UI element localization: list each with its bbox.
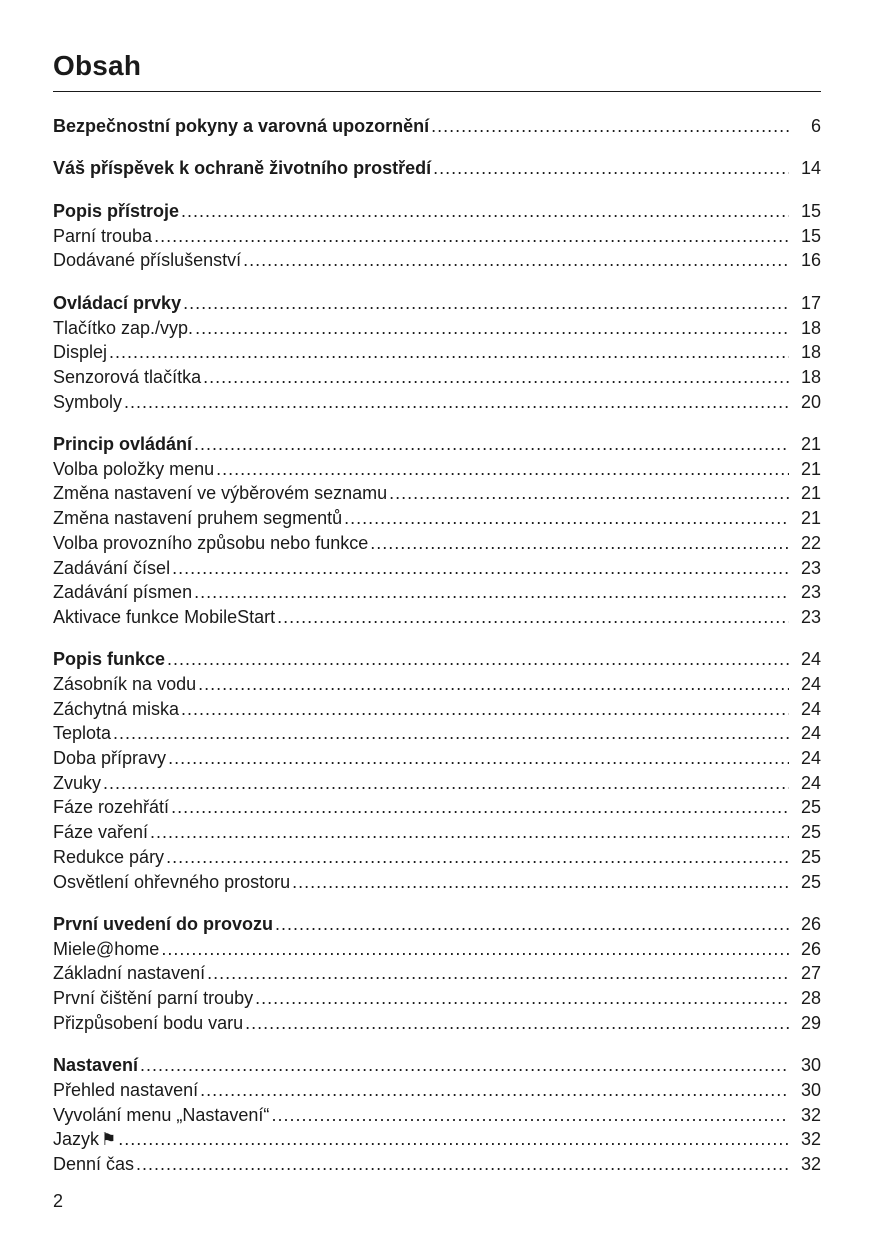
toc-leader-dots [389,481,789,506]
toc-entry-label: Popis přístroje [53,200,180,221]
toc-section [53,114,821,139]
toc-leader-dots [154,224,789,249]
toc-page-number: 29 [800,1012,821,1033]
toc-page-number: 25 [800,846,821,867]
toc-page-number: 14 [800,158,821,179]
toc-entry-label: Denní čas [53,1154,135,1175]
toc-page-number: 30 [800,1079,821,1100]
toc-entry[interactable] [53,580,821,605]
toc-entry[interactable] [53,746,821,771]
toc-page-number: 20 [800,391,821,412]
toc-leader-dots [181,697,789,722]
toc-entry-label: Přehled nastavení [53,1079,199,1100]
toc-section [53,647,821,894]
toc-entry-label: Bezpečnostní pokyny a varovná upozornění [53,116,430,136]
toc-page-number: 24 [800,674,821,695]
toc-section [53,291,821,414]
toc-entry-label: Změna nastavení ve výběrovém seznamu [53,483,388,504]
toc-leader-dots [200,1078,789,1103]
toc-leader-dots [198,672,789,697]
title-divider [53,91,821,92]
toc-leader-dots [118,1127,789,1152]
toc-heading-entry[interactable] [53,199,821,224]
toc-entry[interactable] [53,1078,821,1103]
toc-leader-dots [167,647,789,672]
toc-leader-dots [194,580,789,605]
toc-page-number: 28 [800,988,821,1009]
toc-page-number: 15 [800,225,821,246]
toc-heading-entry[interactable] [53,1053,821,1078]
toc-entry-label: První uvedení do provozu [53,914,274,935]
toc-heading-entry[interactable] [53,291,821,316]
toc-entry-label: Základní nastavení [53,963,206,984]
toc-entry[interactable] [53,697,821,722]
toc-leader-dots [195,316,789,341]
toc-section [53,199,821,273]
toc-entry-label: Zásobník na vodu [53,674,197,695]
toc-page-number: 23 [800,582,821,603]
toc-page-number: 27 [800,963,821,984]
toc-entry[interactable] [53,961,821,986]
toc-leader-dots [433,156,789,181]
toc-entry[interactable] [53,531,821,556]
toc-entry-label: Aktivace funkce MobileStart [53,606,276,627]
toc-leader-dots [109,340,789,365]
page-title: Obsah [53,50,142,81]
toc-entry-label: Nastavení [53,1055,139,1076]
toc-entry-label: Vyvolání menu „Nastavení“ [53,1104,270,1125]
toc-entry-label: Displej [53,342,108,363]
toc-entry[interactable] [53,340,821,365]
toc-entry[interactable] [53,1011,821,1036]
toc-section [53,912,821,1035]
toc-entry-label: Zvuky [53,772,102,793]
toc-entry-label: Volba položky menu [53,458,215,479]
toc-entry-label: Symboly [53,391,123,412]
toc-entry-label: Princip ovládání [53,434,193,455]
toc-page-number: 25 [800,871,821,892]
toc-section [53,156,821,181]
toc-entry-label: Záchytná miska [53,698,180,719]
toc-entry-label: Tlačítko zap./vyp. [53,317,194,338]
toc-entry[interactable] [53,481,821,506]
toc-leader-dots [171,795,789,820]
toc-entry[interactable] [53,937,821,962]
toc-page-number: 32 [800,1104,821,1125]
toc-entry-label: Parní trouba [53,225,153,246]
toc-entry-label: Volba provozního způsobu nebo funkce [53,532,369,553]
toc-entry-label: Doba přípravy [53,748,167,769]
toc-page-number: 24 [800,748,821,769]
page-number: 2 [53,1191,64,1211]
toc-entry[interactable] [53,870,821,895]
toc-entry-label: Jazyk [53,1129,100,1150]
toc-page-number: 23 [800,557,821,578]
toc-leader-dots [255,986,789,1011]
toc-leader-dots [370,531,789,556]
toc-page-number: 30 [800,1055,821,1076]
toc-leader-dots [203,365,789,390]
toc-page-number: 16 [800,250,821,271]
toc-entry-label: Dodávané příslušenství [53,250,242,271]
toc-entry-label: Osvětlení ohřevného prostoru [53,871,291,892]
toc-entry[interactable] [53,771,821,796]
toc-entry[interactable] [53,845,821,870]
toc-heading-entry[interactable] [53,912,821,937]
toc-entry-label: Redukce páry [53,846,165,867]
toc-section [53,432,821,630]
toc-leader-dots [275,912,789,937]
toc-leader-dots [245,1011,789,1036]
toc-leader-dots [243,248,789,273]
toc-page-number: 15 [800,200,821,221]
toc-entry[interactable] [53,316,821,341]
toc-page-number: 21 [800,508,821,529]
toc-leader-dots [166,845,789,870]
toc-page-number: 17 [800,292,821,313]
toc-page-number: 23 [800,606,821,627]
toc-entry[interactable] [53,986,821,1011]
toc-entry[interactable] [53,390,821,415]
toc-leader-dots [136,1152,789,1177]
toc-entry-label: Teplota [53,723,112,744]
toc-leader-dots [150,820,789,845]
toc-page-number: 24 [800,649,821,670]
toc-entry-label: Fáze rozehřátí [53,797,170,818]
toc-entry-label: Miele@home [53,938,160,959]
toc-page-number: 25 [800,797,821,818]
table-of-contents [53,114,821,1195]
toc-entry-label: Ovládací prvky [53,292,182,313]
toc-entry[interactable] [53,556,821,581]
toc-entry-label: Zadávání čísel [53,557,171,578]
toc-entry[interactable] [53,672,821,697]
toc-entry-label: První čištění parní trouby [53,988,254,1009]
toc-entry-label: Váš příspěvek k ochraně životního prostředí [53,158,432,179]
toc-leader-dots [277,605,789,630]
toc-page-number: 26 [800,938,821,959]
toc-leader-dots [194,432,789,457]
toc-heading-entry[interactable] [53,114,821,139]
toc-page-number: 21 [800,434,821,455]
toc-page-number: 25 [800,822,821,843]
toc-leader-dots [183,291,789,316]
toc-entry[interactable] [53,605,821,630]
toc-page-number: 21 [800,483,821,504]
toc-leader-dots [168,746,789,771]
toc-entry-label: Fáze vaření [53,822,149,843]
toc-entry[interactable] [53,1152,821,1177]
toc-entry[interactable] [53,1103,821,1128]
toc-heading-entry[interactable] [53,156,821,181]
toc-section [53,1053,821,1176]
toc-entry[interactable] [53,506,821,531]
toc-leader-dots [140,1053,789,1078]
toc-heading-entry[interactable] [53,647,821,672]
toc-page-number: 21 [800,458,821,479]
toc-leader-dots [124,390,789,415]
toc-entry-label: Přizpůsobení bodu varu [53,1012,244,1033]
toc-leader-dots [292,870,789,895]
toc-page-number: 22 [800,532,821,553]
toc-page-number: 6 [810,116,821,136]
toc-entry[interactable] [53,365,821,390]
toc-page-number: 24 [800,772,821,793]
toc-page-number: 24 [800,698,821,719]
toc-entry-label: Zadávání písmen [53,582,193,603]
toc-leader-dots [431,114,789,139]
toc-entry[interactable] [53,795,821,820]
toc-leader-dots [172,556,789,581]
toc-leader-dots [344,506,789,531]
toc-page-number: 32 [800,1129,821,1150]
toc-page-number: 24 [800,723,821,744]
toc-page-number: 18 [800,317,821,338]
toc-entry-label: Senzorová tlačítka [53,366,202,387]
toc-entry[interactable] [53,457,821,482]
toc-leader-dots [207,961,789,986]
toc-entry-label: Popis funkce [53,649,166,670]
toc-page-number: 32 [800,1154,821,1175]
toc-leader-dots [271,1103,789,1128]
toc-leader-dots [161,937,789,962]
toc-leader-dots [113,721,789,746]
toc-entry[interactable] [53,820,821,845]
toc-leader-dots [216,457,789,482]
toc-entry[interactable] [53,224,821,249]
flag-icon: ⚑ [101,1130,117,1150]
toc-entry[interactable] [53,1127,821,1152]
toc-heading-entry[interactable] [53,432,821,457]
toc-entry-label: Změna nastavení pruhem segmentů [53,508,343,529]
toc-page-number: 18 [800,366,821,387]
toc-leader-dots [181,199,789,224]
toc-page-number: 26 [800,914,821,935]
toc-entry[interactable] [53,721,821,746]
toc-entry[interactable] [53,248,821,273]
toc-leader-dots [103,771,789,796]
toc-page-number: 18 [800,342,821,363]
